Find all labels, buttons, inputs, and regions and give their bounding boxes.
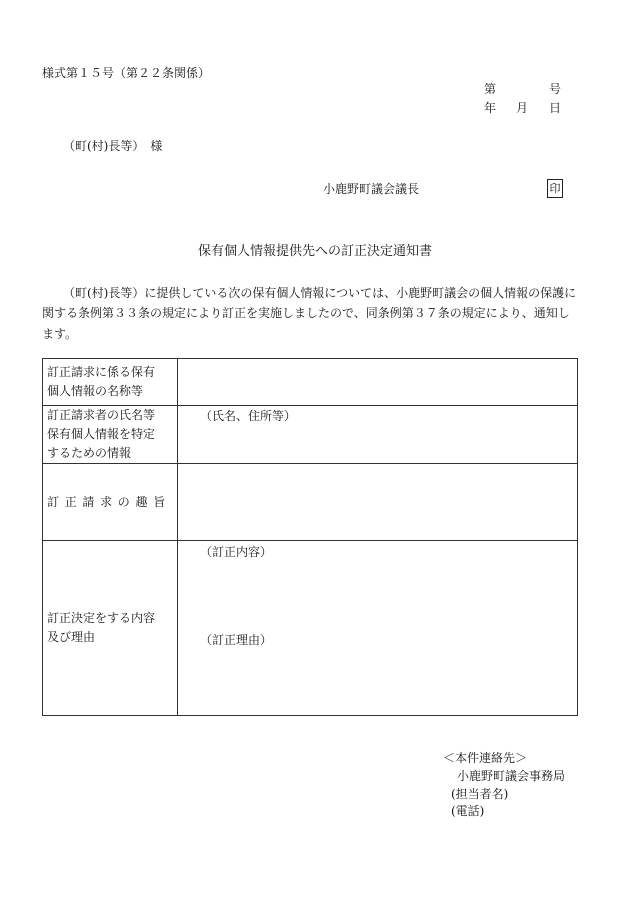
label-line: 訂正請求者の氏名等	[47, 408, 156, 422]
date-day: 日	[549, 101, 562, 115]
contact-heading: ＜本件連絡先＞	[443, 751, 528, 765]
addressee: （町(村)長等） 様	[63, 139, 163, 153]
row-label-requester-info	[43, 406, 178, 464]
row-content-request-purpose	[178, 464, 578, 541]
table-row	[43, 359, 578, 406]
contact-phone: (電話)	[451, 804, 485, 818]
body-line-2: 関する条例第３３条の規定により訂正を実施しましたので、同条例第３７条の規定により、通知し	[42, 306, 570, 320]
issuer-title: 小鹿野町議会議長	[323, 182, 420, 196]
date-year: 年	[484, 101, 497, 115]
body-line-1: （町(村)長等）に提供している次の保有個人情報については、小鹿野町議会の個人情報の保護に	[63, 286, 577, 300]
content-hint-correction-details: （訂正内容）	[200, 545, 273, 559]
label-line: 訂正決定をする内容	[47, 611, 156, 625]
row-label-decision	[43, 541, 178, 716]
content-hint-name-address: （氏名、住所等）	[200, 409, 297, 423]
table-row	[43, 541, 578, 716]
form-number: 様式第１５号（第２２条関係）	[42, 66, 211, 80]
body-line-3: ます。	[42, 327, 78, 341]
row-content-requester-info	[178, 406, 578, 464]
label-line: するための情報	[47, 446, 132, 460]
table-row	[43, 464, 578, 541]
contact-person: (担当者名)	[451, 787, 509, 801]
content-hint-correction-reason: （訂正理由）	[200, 633, 273, 647]
contact-office: 小鹿野町議会事務局	[457, 769, 566, 783]
row-content-record-name	[178, 359, 578, 406]
row-label-request-purpose	[43, 464, 178, 541]
seal-box: 印	[547, 179, 563, 198]
row-content-decision	[178, 541, 578, 716]
notice-table	[42, 358, 578, 716]
label-line: 保有個人情報を特定	[47, 427, 156, 441]
label-line: 個人情報の名称等	[47, 384, 144, 398]
table-row	[43, 406, 578, 464]
label-line: 及び理由	[47, 630, 96, 644]
date-month: 月	[516, 101, 529, 115]
label-line: 訂正請求に係る保有	[47, 365, 156, 379]
label-line: 訂正請求の趣旨	[47, 494, 171, 509]
row-label-record-name	[43, 359, 178, 406]
reference-number-suffix: 号	[549, 82, 562, 96]
reference-number-prefix: 第	[484, 82, 497, 96]
document-title: 保有個人情報提供先への訂正決定通知書	[197, 244, 432, 259]
